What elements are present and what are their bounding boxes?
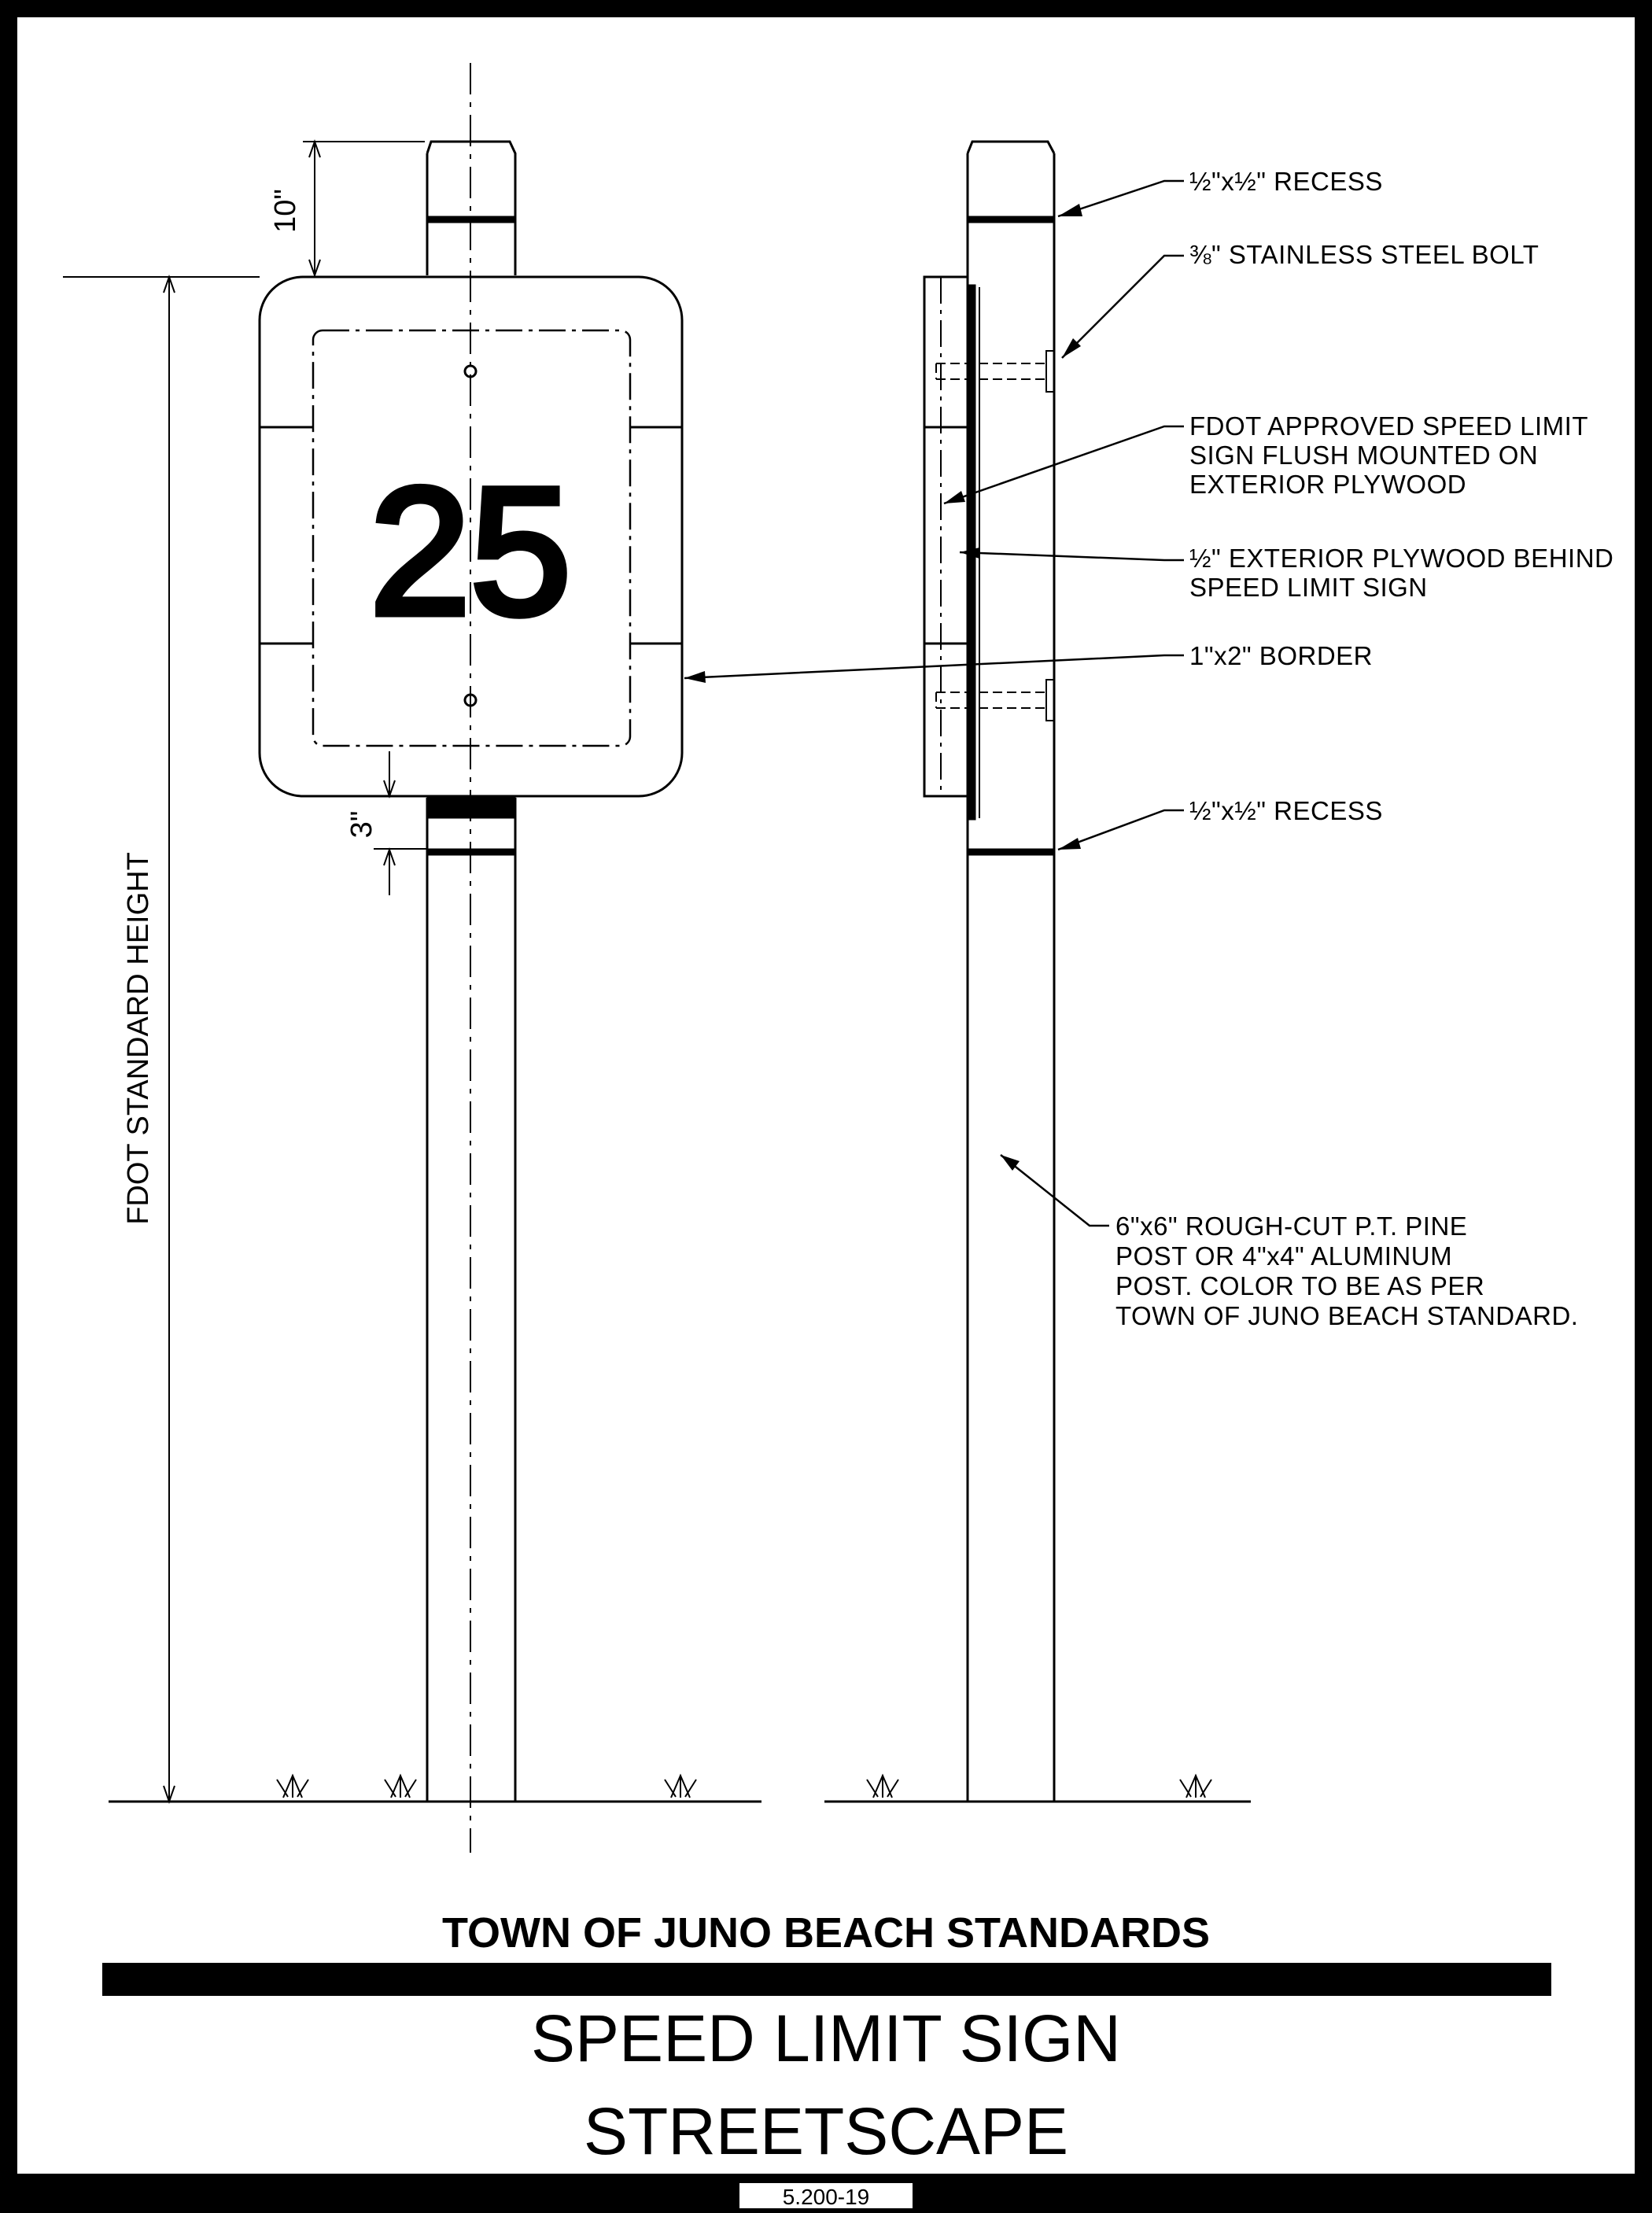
front-recess-bottom [427, 849, 515, 855]
speed-limit-number: 25 [370, 450, 571, 652]
title-divider-bar [102, 1963, 1551, 1996]
dim-gap-label: 3" [345, 810, 378, 839]
front-recess-top [427, 216, 515, 223]
side-recess-bottom [968, 849, 1054, 855]
side-recess-top [968, 216, 1054, 223]
callout-post-line4: TOWN OF JUNO BEACH STANDARD. [1115, 1301, 1579, 1330]
callout-post-line3: POST. COLOR TO BE AS PER [1115, 1271, 1485, 1300]
callout-bolt: ⅜" STAINLESS STEEL BOLT [1189, 240, 1540, 269]
callout-border: 1"x2" BORDER [1189, 641, 1373, 670]
title-header: TOWN OF JUNO BEACH STANDARDS [441, 1909, 1211, 1957]
dim-height-label: FDOT STANDARD HEIGHT [122, 852, 155, 1225]
callout-recess-bottom: ½"x½" RECESS [1189, 796, 1383, 825]
title-line-1: SPEED LIMIT SIGN [531, 2001, 1121, 2075]
callout-speed-sign-line1: FDOT APPROVED SPEED LIMIT [1189, 411, 1589, 441]
callout-speed-sign-line3: EXTERIOR PLYWOOD [1189, 470, 1467, 499]
sheet-number: 5.200-19 [782, 2185, 870, 2209]
title-line-2: STREETSCAPE [583, 2094, 1069, 2168]
callout-post-line2: POST OR 4"x4" ALUMINUM [1115, 1241, 1453, 1271]
callout-plywood-line1: ½" EXTERIOR PLYWOOD BEHIND [1189, 544, 1614, 573]
front-hatch-below-sign [427, 798, 515, 818]
dim-top-label: 10" [269, 189, 302, 233]
callout-recess-top: ½"x½" RECESS [1189, 167, 1383, 196]
callout-speed-sign-line2: SIGN FLUSH MOUNTED ON [1189, 441, 1539, 470]
callout-plywood-line2: SPEED LIMIT SIGN [1189, 573, 1428, 602]
callout-post-line1: 6"x6" ROUGH-CUT P.T. PINE [1115, 1212, 1468, 1241]
